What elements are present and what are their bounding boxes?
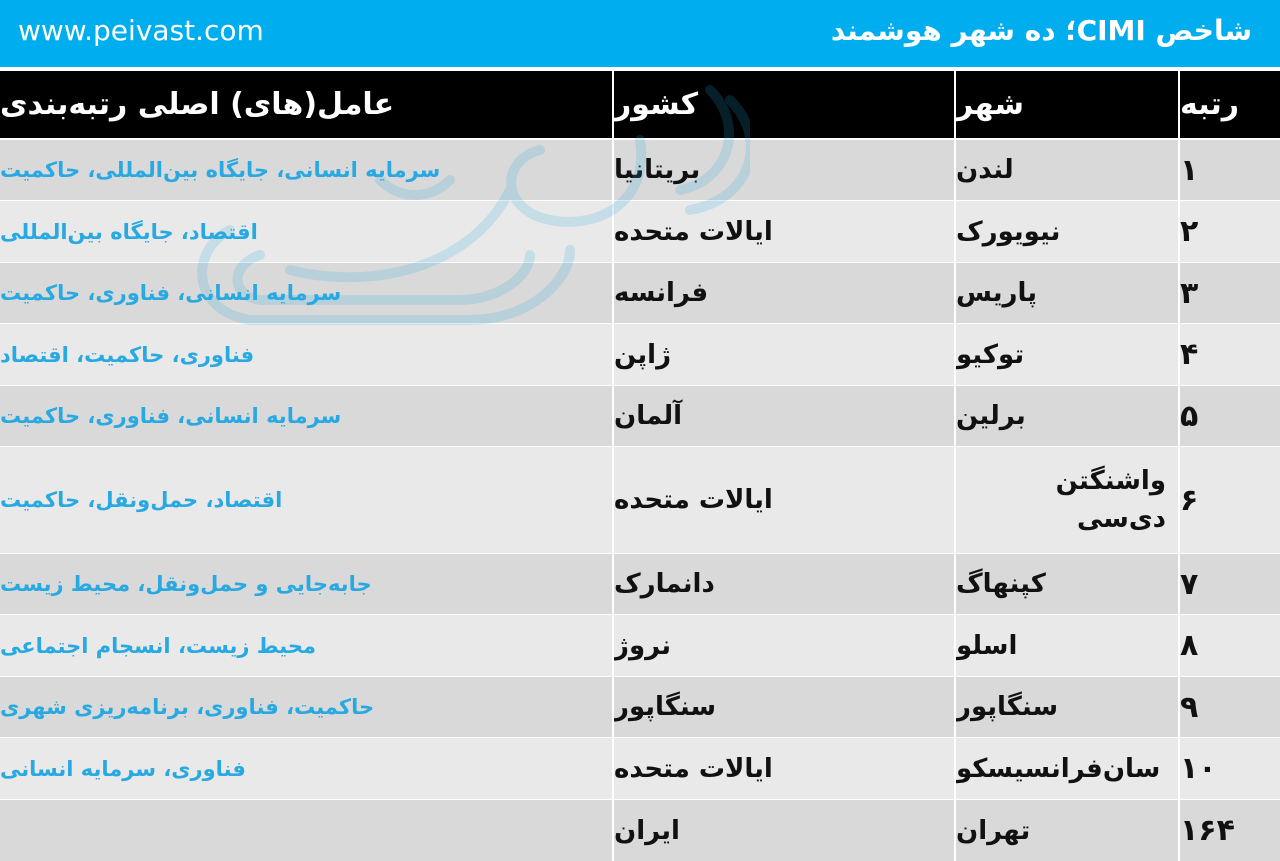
table-row [0,554,1280,614]
table-row [0,447,1280,553]
factors-cell: سرمایه انسانی، جایگاه بین‌المللی، حاکمیت [0,158,441,182]
column-divider [954,71,956,861]
factors-cell: سرمایه انسانی، فناوری، حاکمیت [0,404,342,428]
city-cell: تهران [956,815,1031,846]
city-cell: لندن [956,155,1014,185]
country-cell: دانمارک [614,569,715,599]
country-cell: ژاپن [614,339,672,370]
rank-cell: ۵ [1180,398,1199,434]
city-cell: کپنهاگ [956,569,1046,599]
rank-cell: ۸ [1180,628,1199,663]
rank-cell: ۶ [1180,482,1199,518]
city-cell: برلین [956,401,1026,431]
factors-cell: سرمایه انسانی، فناوری، حاکمیت [0,281,342,305]
column-header-factors: عامل(های) اصلی رتبه‌بندی [0,87,395,122]
table-row [0,615,1280,676]
city-cell: نیویورک [956,216,1061,247]
table-row [0,386,1280,446]
factors-cell: محیط زیست، انسجام اجتماعی [0,633,317,658]
city-cell: سنگاپور [956,692,1059,722]
top-banner [0,0,1280,67]
rank-cell: ۲ [1180,214,1199,249]
country-cell: ایالات متحده [614,216,773,247]
column-header-city: شهر [956,87,1024,122]
rank-cell: ۱ [1180,152,1199,188]
factors-cell: فناوری، حاکمیت، اقتصاد [0,342,255,367]
factors-cell: فناوری، سرمایه انسانی [0,756,246,781]
factors-cell: اقتصاد، جایگاه بین‌المللی [0,219,258,244]
country-cell: ایالات متحده [614,753,773,784]
page-title: شاخص CIMI؛ ده شهر هوشمند [830,14,1252,47]
country-cell: بریتانیا [614,155,701,185]
country-cell: ایالات متحده [614,485,773,515]
column-header-country: کشور [614,87,699,122]
table-row [0,677,1280,737]
site-url: www.peivast.com [18,14,264,47]
column-divider [1178,71,1180,861]
table-row [0,800,1280,861]
city-cell: پاریس [956,278,1038,308]
rank-cell: ۱۶۴ [1180,813,1235,848]
city-cell: واشنگتن دی‌سی [1055,466,1166,534]
city-cell: سان‌فرانسیسکو [956,753,1161,784]
factors-cell: جابه‌جایی و حمل‌ونقل، محیط زیست [0,572,372,596]
logo-watermark-icon [170,80,750,340]
country-cell: سنگاپور [614,692,717,722]
city-cell: توکیو [956,339,1025,370]
factors-cell [0,800,612,861]
rank-cell: ۱۰ [1180,751,1217,786]
rank-cell: ۹ [1180,689,1199,725]
country-cell: ایران [614,815,680,846]
country-cell: فرانسه [614,278,709,308]
factors-cell: اقتصاد، حمل‌ونقل، حاکمیت [0,488,283,512]
rank-cell: ۷ [1180,566,1199,602]
country-cell: آلمان [614,401,683,431]
city-cell: اسلو [956,630,1018,661]
column-header-rank: رتبه [1180,87,1239,122]
table-row [0,738,1280,799]
country-cell: نروژ [614,630,672,661]
rank-cell: ۳ [1180,275,1199,311]
rank-cell: ۴ [1180,337,1199,372]
factors-cell: حاکمیت، فناوری، برنامه‌ریزی شهری [0,695,375,719]
